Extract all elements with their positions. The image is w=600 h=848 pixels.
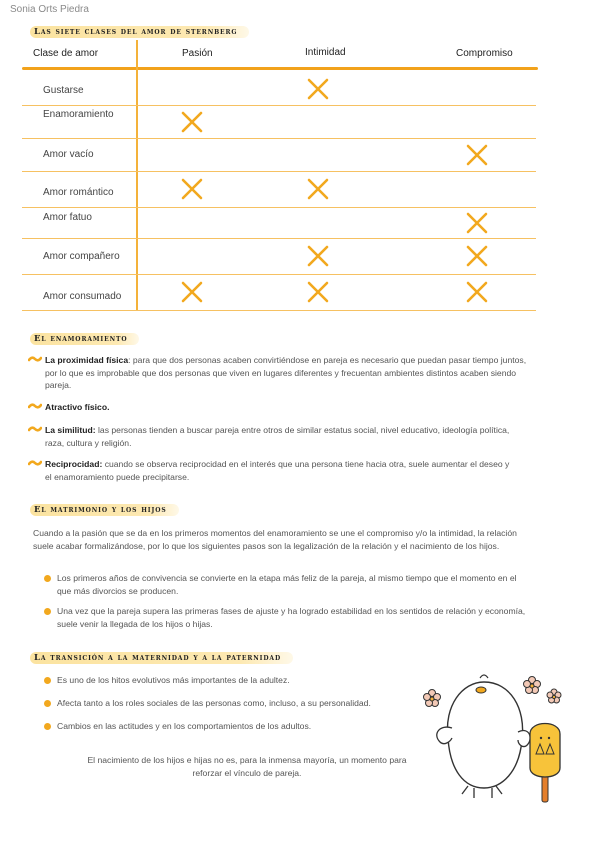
atractivo-item [45, 401, 535, 414]
header-compromiso: Compromiso [456, 48, 513, 59]
header-intimidad: Intimidad [305, 47, 346, 58]
x-mark-intimidad-icon [307, 245, 329, 267]
row-label: Enamoramiento [43, 109, 114, 120]
table-row [22, 73, 536, 106]
x-mark-pasion-icon [181, 281, 203, 303]
transicion-title: La transición a la maternidad y a la paternidad [30, 652, 293, 664]
row-label: Amor romántico [43, 187, 114, 198]
x-mark-compromiso-icon [466, 245, 488, 267]
wave-bullet-icon [28, 425, 42, 433]
proximidad-term: La proximidad física [45, 355, 129, 365]
row-label: Amor fatuo [43, 212, 92, 223]
x-mark-intimidad-icon [307, 281, 329, 303]
x-mark-compromiso-icon [466, 281, 488, 303]
bullet-dot-icon [44, 677, 51, 684]
matrimonio-bullet: Una vez que la pareja supera las primeras fases de ajuste y ha logrado estabilidad en los sentidos de relación y economía, suele venir la llegada de los hijos o hijas. [57, 606, 526, 629]
reciprocidad-text: cuando se observa reciprocidad en el interés que una persona tiene hacia otra, suele aumentar el deseo y el enamoramiento puede precipitarse. [45, 459, 510, 482]
bullet-dot-icon [44, 608, 51, 615]
x-mark-intimidad-icon [307, 78, 329, 100]
atractivo-term: Atractivo físico. [45, 402, 110, 412]
table-row [22, 106, 536, 139]
x-mark-intimidad-icon [307, 178, 329, 200]
bullet-dot-icon [44, 700, 51, 707]
header-divider [22, 67, 538, 70]
proximidad-text: : para que dos personas acaben convirtiéndose en pareja es necesario que puedan pasar tiempo juntos, por lo que es improbable que dos personas que viven en lugares diferentes y frecuentan ambientes distintos acaben siendo pareja. [45, 355, 527, 391]
table-row [22, 275, 536, 311]
proximidad-item [45, 354, 535, 392]
similitud-text: las personas tienden a buscar pareja entre otros de similar estatus social, nivel educativo, ideología política, raza, cultura y religión. [45, 425, 510, 448]
bullet-dot-icon [44, 575, 51, 582]
similitud-term: La similitud: [45, 425, 96, 435]
header-pasion: Pasión [182, 48, 213, 59]
sternberg-table [22, 40, 540, 312]
transicion-bullet: Cambios en las actitudes y en los comportamientos de los adultos. [57, 721, 312, 731]
table-row [22, 239, 536, 275]
x-mark-pasion-icon [181, 178, 203, 200]
row-label: Amor compañero [43, 251, 120, 262]
matrimonio-bullet: Los primeros años de convivencia se convierte en la etapa más feliz de la pareja, al mismo tiempo que el momento en el que más divorcios se producen. [57, 573, 517, 596]
row-label: Gustarse [43, 85, 84, 96]
header-clase: Clase de amor [33, 48, 99, 59]
table-row [22, 139, 536, 172]
wave-bullet-icon [28, 355, 42, 363]
transicion-bullet: Afecta tanto a los roles sociales de las personas como, incluso, a su personalidad. [57, 698, 371, 708]
table-title: Las siete clases del amor de sternberg [30, 26, 249, 38]
transicion-closing: El nacimiento de los hijos e hijas no es, para la inmensa mayoría, un momento para reforzar el vínculo de pareja. [87, 755, 407, 778]
row-divider [22, 310, 536, 311]
matrimonio-intro: Cuando a la pasión que se da en los primeros momentos del enamoramiento se une el compromiso y/o la intimidad, la relación suele acabar formalizándose, por lo que los siguientes pasos son la legalización de la relación y el nacimiento de los hijos. [33, 528, 517, 551]
wave-bullet-icon [28, 459, 42, 467]
matrimonio-title: El matrimonio y los hijos [30, 504, 179, 516]
author-name: Sonia Orts Piedra [10, 4, 89, 15]
chick-illustration-icon [418, 668, 578, 808]
transicion-bullet: Es uno de los hitos evolutivos más importantes de la adultez. [57, 675, 290, 685]
x-mark-compromiso-icon [466, 144, 488, 166]
table-row [22, 208, 536, 239]
reciprocidad-item [45, 458, 515, 483]
wave-bullet-icon [28, 402, 42, 410]
bullet-dot-icon [44, 723, 51, 730]
row-label: Amor vacío [43, 149, 94, 160]
reciprocidad-term: Reciprocidad: [45, 459, 103, 469]
table-row [22, 172, 536, 208]
enamoramiento-title: El enamoramiento [30, 333, 139, 345]
row-label: Amor consumado [43, 291, 122, 302]
x-mark-compromiso-icon [466, 212, 488, 234]
similitud-item [45, 424, 515, 449]
x-mark-pasion-icon [181, 111, 203, 133]
